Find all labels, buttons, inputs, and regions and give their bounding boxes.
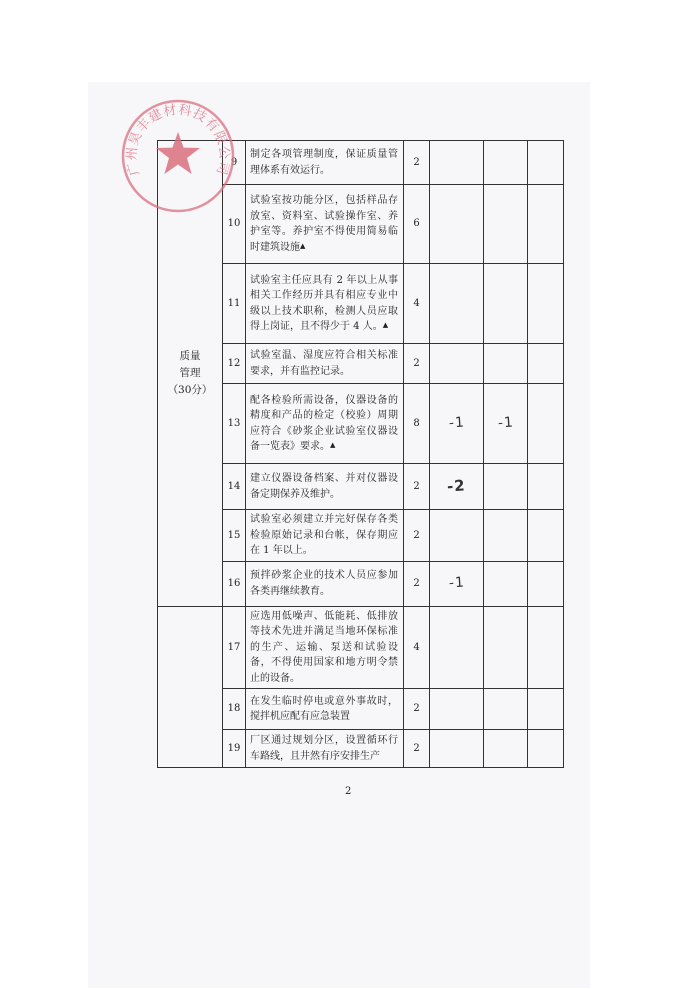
row-number: 16 bbox=[223, 561, 246, 606]
inspection-table bbox=[157, 140, 564, 768]
row-deduction-2 bbox=[484, 510, 528, 562]
row-content: 预拌砂浆企业的技术人员应参加各类再继续教育。 bbox=[246, 561, 404, 606]
row-score: 2 bbox=[404, 730, 430, 768]
row-number: 12 bbox=[223, 344, 246, 384]
row-score: 2 bbox=[404, 464, 430, 510]
row-score: 4 bbox=[404, 264, 430, 344]
row-number: 18 bbox=[223, 689, 246, 730]
row-deduction-2 bbox=[484, 344, 528, 384]
category-name-line2: 管理 bbox=[179, 366, 201, 379]
row-remark bbox=[528, 344, 564, 384]
row-deduction-1 bbox=[430, 689, 484, 730]
row-deduction-2 bbox=[484, 141, 528, 185]
row-number: 17 bbox=[223, 606, 246, 689]
seal-graphic bbox=[118, 96, 238, 216]
row-remark bbox=[528, 606, 564, 689]
row-deduction-1 bbox=[430, 344, 484, 384]
row-remark bbox=[528, 561, 564, 606]
row-score: 8 bbox=[404, 384, 430, 464]
row-score: 2 bbox=[404, 689, 430, 730]
company-seal bbox=[118, 96, 238, 216]
row-content: 在发生临时停电或意外事故时，搅拌机应配有应急装置 bbox=[246, 689, 404, 730]
row-deduction-1 bbox=[430, 464, 484, 510]
row-content: 试验室必须建立并完好保存各类检验原始记录和台帐，保存期应在 1 年以上。 bbox=[246, 510, 404, 562]
row-remark bbox=[528, 730, 564, 768]
category-cell-empty bbox=[158, 606, 223, 768]
row-number: 10 bbox=[223, 185, 246, 264]
row-remark bbox=[528, 510, 564, 562]
row-deduction-2 bbox=[484, 730, 528, 768]
row-content: 试验室主任应具有 2 年以上从事相关工作经历并具有相应专业中级以上技术职称，检测人员应取得上岗证，且不得少于 4 人。▲ bbox=[246, 264, 404, 344]
category-name-line1: 质量 bbox=[179, 350, 201, 363]
row-remark bbox=[528, 185, 564, 264]
row-number: 13 bbox=[223, 384, 246, 464]
row-deduction-2 bbox=[484, 689, 528, 730]
row-deduction-1 bbox=[430, 510, 484, 562]
row-deduction-1 bbox=[430, 606, 484, 689]
row-content: 建立仪器设备档案、并对仪器设备定期保养及维护。 bbox=[246, 464, 404, 510]
row-score: 2 bbox=[404, 141, 430, 185]
row-deduction-1 bbox=[430, 561, 484, 606]
row-content: 应选用低噪声、低能耗、低排放等技术先进并满足当地环保标准的生产、运输、泵送和试验设备，不得使用国家和地方明令禁止的设备。 bbox=[246, 606, 404, 689]
row-deduction-2 bbox=[484, 606, 528, 689]
row-content: 试验室按功能分区，包括样品存放室、资料室、试验操作室、养护室等。养护室不得使用简易临时建筑设施▲ bbox=[246, 185, 404, 264]
row-score: 2 bbox=[404, 344, 430, 384]
row-number: 9 bbox=[223, 141, 246, 185]
table-row bbox=[158, 606, 564, 689]
row-remark bbox=[528, 141, 564, 185]
handwritten-deduction: -1 bbox=[447, 574, 465, 592]
row-content: 试验室温、湿度应符合相关标准要求，并有监控记录。 bbox=[246, 344, 404, 384]
row-score: 6 bbox=[404, 185, 430, 264]
row-deduction-1 bbox=[430, 730, 484, 768]
handwritten-deduction: -1 bbox=[496, 414, 514, 432]
row-content: 厂区通过规划分区，设置循环行车路线，且井然有序安排生产 bbox=[246, 730, 404, 768]
row-deduction-1 bbox=[430, 384, 484, 464]
critical-mark: ▲ bbox=[300, 241, 306, 250]
handwritten-deduction: -2 bbox=[446, 476, 467, 496]
handwritten-deduction: -1 bbox=[447, 414, 465, 432]
row-deduction-2 bbox=[484, 384, 528, 464]
row-remark bbox=[528, 689, 564, 730]
row-score: 2 bbox=[404, 561, 430, 606]
row-score: 2 bbox=[404, 510, 430, 562]
seal-text-path: 广州昊丰建材科技有限公司 bbox=[124, 102, 232, 178]
row-number: 15 bbox=[223, 510, 246, 562]
row-score: 4 bbox=[404, 606, 430, 689]
critical-mark: ▲ bbox=[382, 321, 389, 329]
category-points: （30分） bbox=[167, 383, 213, 396]
row-number: 19 bbox=[223, 730, 246, 768]
star-icon bbox=[156, 132, 200, 174]
row-deduction-1 bbox=[430, 264, 484, 344]
row-remark bbox=[528, 464, 564, 510]
row-number: 14 bbox=[223, 464, 246, 510]
row-number: 11 bbox=[223, 264, 246, 344]
row-deduction-2 bbox=[484, 185, 528, 264]
page-number: 2 bbox=[345, 786, 352, 797]
row-content: 配各检验所需设备，仪器设备的精度和产品的检定（校验）周期应符合《砂浆企业试验室仪器设备一览表》要求。▲ bbox=[246, 384, 404, 464]
row-deduction-1 bbox=[430, 185, 484, 264]
row-deduction-2 bbox=[484, 464, 528, 510]
row-deduction-1 bbox=[430, 141, 484, 185]
critical-mark: ▲ bbox=[330, 441, 336, 449]
row-remark bbox=[528, 264, 564, 344]
row-content: 制定各项管理制度，保证质量管理体系有效运行。 bbox=[246, 141, 404, 185]
row-deduction-2 bbox=[484, 264, 528, 344]
row-deduction-2 bbox=[484, 561, 528, 606]
row-remark bbox=[528, 384, 564, 464]
